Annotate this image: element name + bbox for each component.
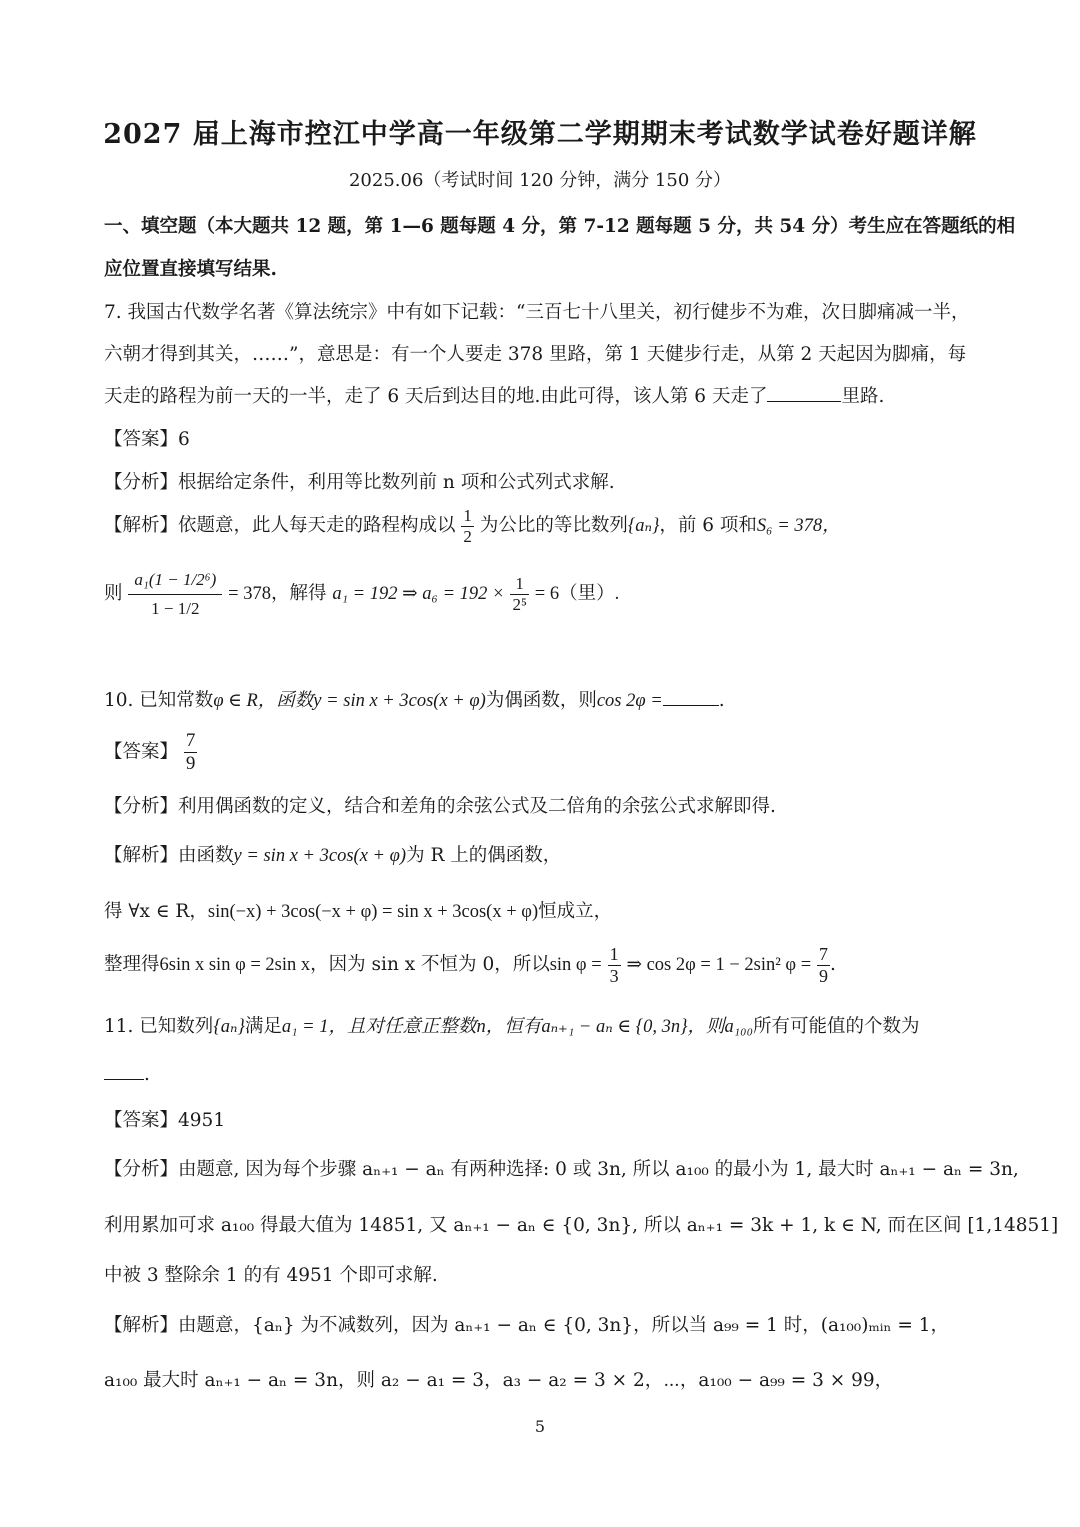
solution-text: ，前 6 项和: [659, 515, 757, 537]
q7-stem-text: 天走的路程为前一天的一半，走了 6 天后到达目的地.由此可得，该人第 6 天走了: [104, 386, 768, 407]
fraction-sum-formula: $\frac{\text{a₁(1 − 1/2⁶)}}{1 - 1/2}$: [128, 566, 222, 622]
analysis-label: 【分析】: [104, 1159, 179, 1180]
page-subtitle: 2025.06（考试时间 120 分钟，满分 150 分）: [348, 170, 732, 191]
answer-fraction: $\frac{7}{9}$: [185, 730, 196, 774]
answer-blank: [663, 704, 719, 706]
math-expr: aₙ₊₁ − aₙ ∈ {0, 3n}，则: [541, 1017, 725, 1037]
q10-solution-3: [104, 944, 836, 986]
solution-text: 整理得: [104, 954, 160, 976]
solution-text: 为公比的等比数列: [479, 515, 628, 537]
sequence-an: {aₙ}: [213, 1017, 245, 1037]
q7-calculation: [104, 566, 619, 622]
solution-text: 由题意，{aₙ} 为不减数列，因为 aₙ₊₁ − aₙ ∈ {0, 3n}，所以当 a₉₉ = 1 时，(a₁₀₀)ₘᵢₙ = 1，: [178, 1315, 950, 1336]
math-expr: a₁ = 1，且对任意正整数: [281, 1017, 477, 1037]
math-expr: φ ∈ R，函数: [213, 691, 314, 711]
answer-value: 4951: [178, 1110, 226, 1131]
q7-solution: [104, 506, 841, 546]
solution-text: 由函数: [178, 845, 234, 866]
q10-text: 为偶函数，则: [485, 690, 597, 711]
math-expr: a₁₀₀: [724, 1017, 754, 1037]
math-expr: ⇒ cos 2φ = 1 − 2sin² φ =: [626, 955, 812, 976]
q10-solution-2: [104, 897, 612, 923]
q11-solution-1: [104, 1311, 949, 1337]
math-expr: 6sin x sin φ = 2sin x，: [159, 955, 329, 976]
q11-analysis-3: 中被 3 整除余 1 的有 4951 个即可求解.: [104, 1265, 438, 1286]
math-expr: sin φ =: [549, 955, 602, 976]
solution-text: 恒成立，: [538, 901, 613, 922]
calc-prefix: 则: [104, 583, 123, 605]
answer-label: 【答案】: [104, 1110, 179, 1131]
q11-text: 满足: [244, 1016, 282, 1037]
math-s6: S₆ = 378，: [756, 516, 841, 537]
math-expr: y = sin x + 3cos(x + φ): [233, 846, 407, 866]
calc-eq: = 378，解得: [228, 584, 327, 605]
q10-text: 10. 已知常数: [104, 690, 214, 711]
solution-label: 【解析】: [104, 845, 179, 866]
section-heading-cont: 应位置直接填写结果.: [104, 259, 277, 280]
solution-text: 为 R 上的偶函数，: [406, 845, 562, 866]
analysis-label: 【分析】: [104, 796, 179, 817]
q11-text: 所有可能值的个数为: [753, 1016, 920, 1037]
solution-text: 得 ∀x ∈ R，: [104, 901, 208, 922]
solution-label: 【解析】: [104, 1315, 179, 1336]
sequence-an: {aₙ}: [627, 516, 660, 537]
q11-solution-2: a₁₀₀ 最大时 aₙ₊₁ − aₙ = 3n，则 a₂ − a₁ = 3，a₃ − a₂ = 3 × 2，⋯，a₁₀₀ − a₉₉ = 3 × 99，: [104, 1370, 894, 1391]
fraction-seven-ninths: $\frac{7}{9}$: [819, 944, 829, 986]
q11-blank-line: .: [104, 1064, 150, 1085]
fraction-inverse-power: $\frac{1}{\text{2⁵}}$: [512, 574, 527, 614]
analysis-label: 【分析】: [104, 472, 179, 493]
answer-label: 【答案】: [104, 429, 179, 450]
fraction-half: $\frac{1}{2}$: [463, 506, 472, 546]
analysis-text: 根据给定条件，利用等比数列前 n 项和公式列式求解.: [178, 472, 615, 493]
solution-label: 【解析】: [104, 515, 179, 537]
answer-label: 【答案】: [104, 741, 179, 763]
page-title: 2027 届上海市控江中学高一年级第二学期期末考试数学试卷好题详解: [103, 119, 977, 150]
answer-value: 6: [178, 429, 190, 450]
q11-text: 11. 已知数列: [104, 1016, 214, 1037]
q11-answer: [104, 1106, 225, 1132]
q10-solution-1: [104, 841, 561, 867]
q7-stem-line-3: [104, 382, 884, 408]
analysis-text: 由题意, 因为每个步骤 aₙ₊₁ − aₙ 有两种选择: 0 或 3n, 所以 a₁₀₀ 的最小为 1, 最大时 aₙ₊₁ − aₙ = 3n,: [178, 1159, 1019, 1180]
q7-answer: [104, 425, 190, 451]
period: .: [830, 954, 836, 976]
solution-text: 因为 sin x 不恒为 0，所以: [328, 954, 550, 976]
math-expr: n，恒有: [476, 1017, 542, 1037]
fraction-third: $\frac{1}{3}$: [609, 944, 619, 986]
q10-stem: 10. 已知常数φ ∈ R，函数y = sin x + 3cos(x + φ)为偶函数，则cos 2φ = .: [104, 690, 725, 711]
q11-analysis-2: 利用累加可求 a₁₀₀ 得最大值为 14851, 又 aₙ₊₁ − aₙ ∈ {0, 3n}, 所以 aₙ₊₁ = 3k + 1, k ∈ N, 而在区间 [1,14851]: [104, 1215, 1059, 1236]
q7-stem-line-1: 7. 我国古代数学名著《算法统宗》中有如下记载：“三百七十八里关，初行健步不为难，次日脚痛减一半，: [104, 302, 970, 323]
page-number: 5: [534, 1417, 546, 1436]
q7-stem-line-2: 六朝才得到其关，……”，意思是：有一个人要走 378 里路，第 1 天健步行走，从第 2 天起因为脚痛，每: [104, 344, 967, 365]
math-expr: y = sin x + 3cos(x + φ): [313, 691, 486, 711]
math-expr: sin(−x) + 3cos(−x + φ) = sin x + 3cos(x + φ): [207, 902, 539, 922]
q10-answer: [104, 730, 197, 775]
calc-result: a₁ = 192 ⇒ a₆ = 192 ×: [332, 584, 505, 605]
q10-analysis: [104, 792, 776, 818]
math-expr: cos 2φ =: [596, 691, 663, 711]
answer-blank: [104, 1078, 144, 1080]
section-heading: 一、填空题（本大题共 12 题，第 1—6 题每题 4 分，第 7-12 题每题 5 分，共 54 分）考生应在答题纸的相: [104, 216, 1016, 237]
analysis-text: 利用偶函数的定义，结合和差角的余弦公式及二倍角的余弦公式求解即得.: [178, 796, 776, 817]
answer-blank: [767, 400, 841, 402]
q11-stem: [104, 1012, 920, 1038]
q7-analysis: [104, 468, 615, 494]
solution-text: 依题意，此人每天走的路程构成以: [178, 515, 456, 537]
calc-end: = 6（里）.: [534, 584, 620, 605]
q7-stem-end: 里路.: [841, 386, 885, 407]
q11-analysis-1: [104, 1155, 1019, 1181]
